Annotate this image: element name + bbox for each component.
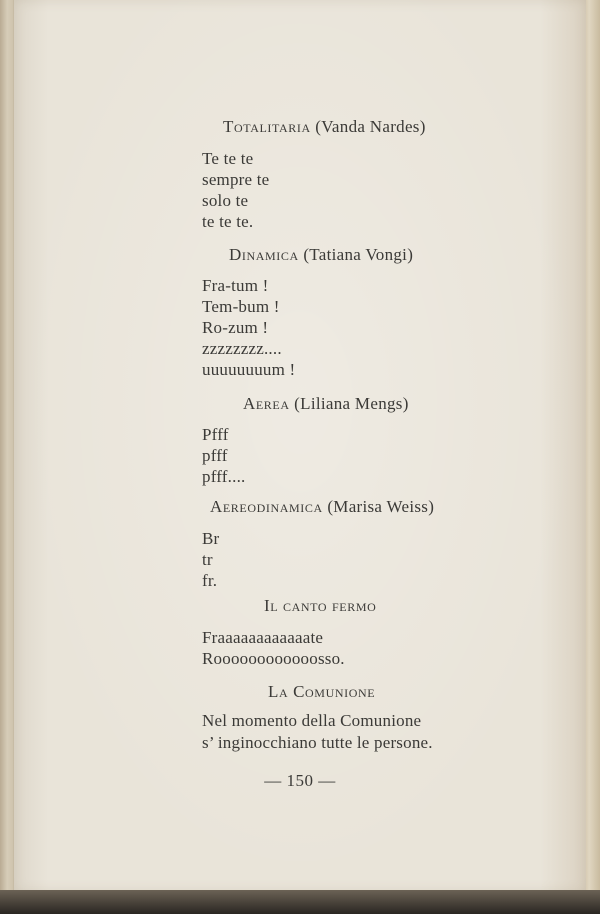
section-heading-label: Aereodinamica — [210, 497, 323, 516]
verse-line: solo te — [202, 191, 249, 210]
verse-line: uuuuuuuum ! — [202, 360, 296, 379]
verse-line: Pfff — [202, 425, 229, 444]
section-body-aerea — [202, 424, 245, 487]
section-heading-aereodinamica — [210, 497, 434, 517]
section-heading-author: (Marisa Weiss) — [327, 497, 435, 516]
section-heading-aerea — [243, 394, 409, 414]
section-heading-author: (Tatiana Vongi) — [303, 245, 414, 264]
section-heading-author: (Liliana Mengs) — [294, 394, 409, 413]
bottom-shadow — [0, 890, 600, 914]
page-number: — 150 — — [264, 771, 336, 790]
verse-line: Ro-zum ! — [202, 318, 269, 337]
verse-line: Te te te — [202, 149, 254, 168]
verse-line: pfff.... — [202, 467, 246, 486]
section-body-aereodinamica — [202, 528, 219, 591]
verse-line: pfff — [202, 446, 228, 465]
section-heading-label: Il canto fermo — [264, 596, 377, 615]
section-heading-label: Dinamica — [229, 245, 299, 264]
verse-line: Tem-bum ! — [202, 297, 280, 316]
verse-line: fr. — [202, 571, 218, 590]
section-heading-label: Aerea — [243, 394, 290, 413]
section-heading-author: (Vanda Nardes) — [315, 117, 426, 136]
section-heading-canto-fermo — [264, 596, 376, 616]
verse-line: s’ inginocchiano tutte le persone. — [202, 733, 433, 752]
verse-line: Nel momento della Comunione — [202, 711, 422, 730]
section-heading-totalitaria — [223, 117, 426, 137]
section-body-dinamica — [202, 275, 295, 380]
section-heading-comunione — [268, 682, 375, 702]
section-body-canto-fermo — [202, 627, 345, 669]
verse-line: te te te. — [202, 212, 254, 231]
verse-line: tr — [202, 550, 213, 569]
section-body-comunione — [202, 710, 433, 754]
section-heading-dinamica — [229, 245, 413, 265]
verse-line: Br — [202, 529, 220, 548]
verse-line: Roooooooooooosso. — [202, 649, 345, 668]
section-heading-label: La Comunione — [268, 682, 376, 701]
verse-line: sempre te — [202, 170, 270, 189]
verse-line: zzzzzzzz.... — [202, 339, 282, 358]
section-body-totalitaria — [202, 148, 269, 232]
verse-line: Fraaaaaaaaaaaate — [202, 628, 324, 647]
verse-line: Fra-tum ! — [202, 276, 269, 295]
section-heading-label: Totalitaria — [223, 117, 311, 136]
